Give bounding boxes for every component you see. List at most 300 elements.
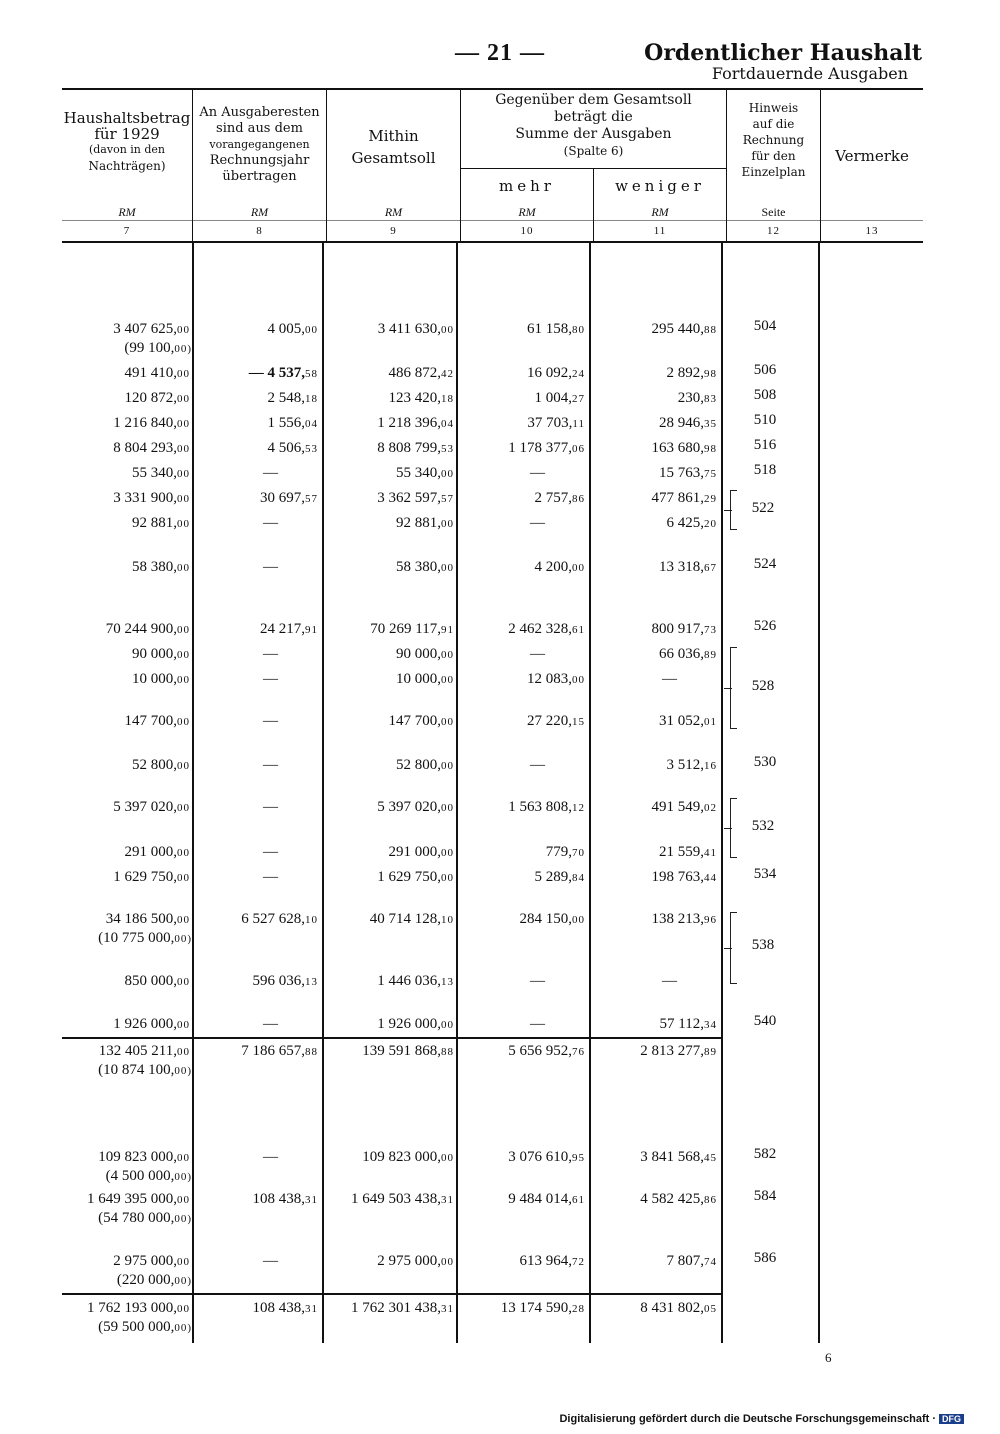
cell-decimal: 02 (704, 802, 717, 814)
cell-value: 58 380, (132, 559, 177, 575)
cell-c8 (241, 910, 318, 929)
cell-decimal: 00 (177, 518, 190, 530)
cell-value: (10 775 000, (98, 930, 175, 946)
cell-c9 (377, 868, 454, 887)
cell-value: 2 975 000, (377, 1253, 441, 1269)
page-ref: 530 (753, 754, 777, 770)
cell-decimal: 00 (177, 393, 190, 405)
cell-value: 6 425, (666, 515, 704, 531)
cell-value: 4 200, (534, 559, 572, 575)
cell-decimal: 00 (572, 914, 585, 926)
cell-c10 (520, 910, 586, 929)
cell-value: 10 000, (132, 671, 177, 687)
cell-value: 27 220, (527, 713, 572, 729)
cell-decimal: 00 (177, 716, 190, 728)
cell-c8 (260, 489, 318, 508)
col8-line2: sind aus dem (216, 121, 303, 136)
cell-c10 (501, 1299, 585, 1318)
cell-value: 70 244 900, (105, 621, 177, 637)
cell-decimal: 00 (572, 674, 585, 686)
cell-decimal: 00 (177, 1303, 190, 1315)
cell-c7 (87, 1190, 190, 1209)
cell-c8 (263, 756, 278, 774)
cell-decimal: 31 (441, 1194, 454, 1206)
cell-decimal: 00 (177, 802, 190, 814)
cell-decimal: 42 (441, 368, 454, 380)
cell-value: 55 340, (396, 465, 441, 481)
subtotal-rule (62, 1037, 722, 1039)
cell-c9 (377, 798, 454, 817)
cell-decimal: 88 (305, 1046, 318, 1058)
cell-value: 120 872, (124, 390, 177, 406)
cell-c11 (640, 1190, 717, 1209)
cell-value: 1 216 840, (113, 415, 177, 431)
cell-value: 24 217, (260, 621, 305, 637)
cell-value: 850 000, (124, 973, 177, 989)
cell-c7 (113, 439, 190, 458)
cell-value: 92 881, (396, 515, 441, 531)
cell-c11 (667, 514, 718, 533)
vrule (818, 243, 820, 1343)
cell-value: 147 700, (388, 713, 441, 729)
cell-decimal: 00 (177, 1019, 190, 1031)
cell-value: 109 823 000, (98, 1149, 177, 1165)
cell-decimal: 75 (704, 468, 717, 480)
cell-value: 108 438, (252, 1300, 305, 1316)
page-ref-532: 532 (751, 818, 775, 834)
cell-c10 (530, 514, 545, 532)
cell-decimal: 00) (174, 1322, 192, 1334)
col11-num: 11 (653, 225, 667, 237)
cell-value: 3 512, (666, 757, 704, 773)
page-number: — 21 — (455, 40, 545, 66)
cell-value: — 4 537, (248, 365, 305, 381)
group-line2: beträgt die (554, 109, 633, 125)
cell-value: 491 549, (651, 799, 704, 815)
cell-value: (4 500 000, (105, 1168, 175, 1184)
cell-value: — (263, 646, 278, 662)
cell-value: 1 926 000, (377, 1016, 441, 1032)
cell-value: 5 397 020, (113, 799, 177, 815)
col10-unit: RM (518, 205, 536, 219)
col7-line1: Haushaltsbetrag (63, 109, 191, 127)
cell-c9 (396, 558, 454, 577)
cell-c8 (263, 558, 278, 576)
col8-unit: RM (250, 205, 269, 219)
cell-c7 (99, 1042, 190, 1061)
cell-value: 1 218 396, (377, 415, 441, 431)
cell-value: 779, (545, 844, 572, 860)
cell-value: 230, (677, 390, 704, 406)
cell-decimal: 10 (305, 914, 318, 926)
cell-c10 (530, 756, 545, 774)
cell-c8 (263, 868, 278, 886)
cell-value: 613 964, (519, 1253, 572, 1269)
col10-header: mehr (499, 177, 555, 195)
cell-c10 (508, 1148, 585, 1167)
cell-decimal: 67 (704, 562, 717, 574)
cell-c10 (530, 972, 545, 990)
cell-c7 (125, 389, 191, 408)
cell-value: 13 318, (659, 559, 704, 575)
page-ref: 582 (753, 1146, 777, 1162)
cell-value: — (662, 973, 677, 989)
cell-c11 (659, 464, 717, 483)
cell-c9 (396, 464, 454, 483)
cell-c7 (113, 489, 190, 508)
cell-decimal: 00 (177, 976, 190, 988)
col9-unit: RM (384, 205, 403, 219)
cell-decimal: 35 (704, 418, 717, 430)
page-ref: 524 (753, 556, 777, 572)
cell-value: 4 582 425, (640, 1191, 704, 1207)
cell-decimal: 00) (174, 1275, 192, 1287)
cell-c11 (662, 972, 677, 990)
cell-c9 (377, 972, 454, 991)
cell-decimal: 00 (441, 872, 454, 884)
cell-decimal: 00 (177, 760, 190, 772)
cell-value: 9 484 014, (508, 1191, 572, 1207)
cell-decimal: 86 (704, 1194, 717, 1206)
vrule (456, 243, 458, 1343)
cell-decimal: 89 (704, 1046, 717, 1058)
cell-value: 6 527 628, (241, 911, 305, 927)
cell-decimal: 27 (572, 393, 585, 405)
cell-value: 3 841 568, (640, 1149, 704, 1165)
cell-c8 (268, 414, 319, 433)
col13-header: Vermerke (835, 147, 909, 165)
cell-decimal: 88 (704, 324, 717, 336)
cell-value: 70 269 117, (370, 621, 441, 637)
cell-value: 3 076 610, (508, 1149, 572, 1165)
cell-c11 (659, 558, 717, 577)
cell-value: 291 000, (388, 844, 441, 860)
cell-decimal: 53 (305, 443, 318, 455)
col10-num: 10 (520, 225, 534, 237)
page-ref: 526 (753, 618, 777, 634)
page-ref: 584 (753, 1188, 777, 1204)
cell-c9 (377, 414, 454, 433)
cell-value: — (263, 844, 278, 860)
cell-decimal: 00 (441, 562, 454, 574)
cell-decimal: 10 (441, 914, 454, 926)
cell-value: 1 629 750, (113, 869, 177, 885)
cell-value: 284 150, (519, 911, 572, 927)
cell-c9 (396, 756, 454, 775)
cell-value: 3 362 597, (377, 490, 441, 506)
cell-value: — (530, 465, 545, 481)
cell-decimal: 91 (305, 624, 318, 636)
cell-decimal: 29 (704, 493, 717, 505)
cell-c7-nachtrag (98, 1209, 192, 1228)
cell-decimal: 00 (177, 368, 190, 380)
cell-c9 (378, 320, 454, 339)
col7-unit: RM (118, 205, 136, 219)
cell-value: 37 703, (527, 415, 573, 431)
cell-c11 (667, 1252, 718, 1271)
col12-line3: Rechnung (742, 133, 805, 147)
cell-value: 61 158, (527, 321, 572, 337)
cell-decimal: 34 (704, 1019, 717, 1031)
cell-c9 (351, 1190, 454, 1209)
cell-decimal: 16 (704, 760, 717, 772)
cell-c9 (389, 364, 455, 383)
col11-header: weniger (615, 177, 705, 195)
cell-c7 (87, 1299, 190, 1318)
page-ref: 508 (753, 387, 777, 403)
cell-decimal: 61 (572, 1194, 585, 1206)
cell-value: 57 112, (659, 1016, 704, 1032)
cell-c7 (125, 712, 191, 731)
cell-decimal: 00 (177, 493, 190, 505)
cell-decimal: 76 (572, 1046, 585, 1058)
cell-value: 58 380, (396, 559, 441, 575)
cell-decimal: 31 (305, 1194, 318, 1206)
cell-value: 1 556, (267, 415, 305, 431)
cell-value: (99 100, (124, 340, 175, 356)
cell-value: (10 874 100, (98, 1062, 175, 1078)
cell-decimal: 00 (177, 443, 190, 455)
vrule (820, 89, 821, 241)
cell-decimal: 00) (174, 1171, 192, 1183)
cell-c7-nachtrag (106, 1167, 192, 1186)
dfg-logo: DFG (939, 1414, 964, 1424)
col12-line2: auf die (752, 117, 795, 131)
cell-value: 109 823 000, (362, 1149, 441, 1165)
cell-c8 (253, 972, 319, 991)
cell-value: 596 036, (252, 973, 305, 989)
cell-c10 (508, 620, 585, 639)
cell-value: 138 213, (651, 911, 704, 927)
page-ref: 534 (753, 866, 777, 882)
cell-decimal: 00 (441, 674, 454, 686)
cell-c8 (253, 1190, 319, 1209)
cell-value: 40 714 128, (369, 911, 441, 927)
cell-value: — (263, 757, 278, 773)
group-header (461, 92, 726, 160)
cell-value: 3 411 630, (377, 321, 441, 337)
vrule (589, 243, 591, 1343)
cell-c7-nachtrag (117, 1271, 192, 1290)
cell-c8 (263, 1148, 278, 1166)
cell-decimal: 31 (305, 1303, 318, 1315)
col12-line5: Einzelplan (741, 165, 806, 179)
cell-value: — (530, 515, 545, 531)
vrule (322, 243, 324, 1343)
cell-c10 (527, 670, 585, 689)
cell-value: 31 052, (659, 713, 704, 729)
cell-value: 2 548, (267, 390, 305, 406)
cell-decimal: 00) (174, 933, 192, 945)
cell-value: — (263, 713, 278, 729)
cell-c9 (362, 1148, 454, 1167)
cell-decimal: 00 (305, 324, 318, 336)
cell-decimal: 72 (572, 1256, 585, 1268)
col9-line2: Gesamtsoll (351, 149, 436, 167)
cell-c7 (125, 972, 191, 991)
cell-value: 90 000, (132, 646, 177, 662)
cell-c8 (268, 439, 319, 458)
cell-decimal: 24 (572, 368, 585, 380)
cell-c7 (113, 798, 190, 817)
section-subtitle: Fortdauernde Ausgaben (711, 64, 908, 83)
cell-decimal: 00 (177, 1194, 190, 1206)
cell-decimal: 05 (704, 1303, 717, 1315)
cell-value: 10 000, (396, 671, 441, 687)
cell-value: 1 004, (534, 390, 572, 406)
cell-c9 (370, 620, 454, 639)
cell-c11 (659, 414, 717, 433)
cell-c11 (652, 868, 718, 887)
cell-value: 8 431 802, (640, 1300, 704, 1316)
cell-value: 5 656 952, (508, 1043, 572, 1059)
cell-c8 (263, 514, 278, 532)
cell-value: — (263, 1253, 278, 1269)
cell-value: 491 410, (124, 365, 177, 381)
page-ref-528: 528 (751, 678, 775, 694)
cell-value: 3 331 900, (113, 490, 177, 506)
page-ref: 504 (753, 318, 777, 334)
cell-decimal: 00 (572, 562, 585, 574)
cell-value: 15 763, (659, 465, 704, 481)
cell-value: 34 186 500, (105, 911, 177, 927)
cell-decimal: 18 (305, 393, 318, 405)
cell-c7 (132, 670, 190, 689)
cell-decimal: 00 (177, 418, 190, 430)
col8-line3: vorangegangenen (209, 138, 310, 151)
cell-value: 66 036, (659, 646, 704, 662)
cell-value: 139 591 868, (362, 1043, 441, 1059)
cell-c10 (527, 320, 585, 339)
cell-value: 16 092, (527, 365, 572, 381)
cell-value: 295 440, (651, 321, 704, 337)
cell-value: 13 174 590, (500, 1300, 572, 1316)
cell-value: 8 804 293, (113, 440, 177, 456)
cell-c7-nachtrag (98, 1318, 192, 1337)
cell-c9 (377, 1015, 454, 1034)
group-line1: Gegenüber dem Gesamtsoll (495, 92, 692, 108)
cell-c10 (508, 1190, 585, 1209)
cell-decimal: 31 (441, 1303, 454, 1315)
cell-decimal: 00) (174, 343, 192, 355)
cell-decimal: 13 (305, 976, 318, 988)
vrule (721, 243, 723, 1343)
cell-c9 (396, 645, 454, 664)
cell-decimal: 20 (704, 518, 717, 530)
cell-c10 (546, 843, 585, 862)
cell-decimal: 04 (305, 418, 318, 430)
cell-c11 (652, 320, 718, 339)
cell-c7 (132, 464, 190, 483)
cell-c11 (640, 1042, 717, 1061)
cell-c8 (268, 389, 319, 408)
col12-line1: Hinweis (748, 101, 799, 115)
cell-c11 (652, 439, 718, 458)
cell-value: 8 808 799, (377, 440, 441, 456)
col12-unit: Seite (761, 205, 786, 219)
page-ref: 586 (753, 1250, 777, 1266)
page-ref-522: 522 (751, 500, 775, 516)
cell-value: — (263, 559, 278, 575)
cell-c11 (667, 364, 718, 383)
group-line4: (Spalte 6) (563, 144, 624, 158)
cell-decimal: 57 (441, 493, 454, 505)
cell-c8 (263, 1015, 278, 1033)
cell-value: 1 563 808, (508, 799, 572, 815)
cell-value: 21 559, (659, 844, 704, 860)
cell-c9 (377, 1252, 454, 1271)
cell-c9 (396, 670, 454, 689)
cell-decimal: 00 (177, 914, 190, 926)
group-line3: Summe der Ausgaben (515, 126, 672, 142)
cell-decimal: 83 (704, 393, 717, 405)
cell-decimal: 58 (305, 368, 318, 380)
cell-decimal: 12 (572, 802, 585, 814)
cell-c10 (530, 464, 545, 482)
cell-decimal: 74 (704, 1256, 717, 1268)
col13-num: 13 (865, 225, 879, 237)
cell-c10 (535, 558, 586, 577)
cell-c9 (396, 514, 454, 533)
cell-c7 (132, 756, 190, 775)
cell-decimal: 57 (305, 493, 318, 505)
cell-value: 1 926 000, (113, 1016, 177, 1032)
cell-decimal: 11 (572, 418, 585, 430)
cell-value: — (263, 515, 278, 531)
cell-value: 55 340, (132, 465, 177, 481)
cell-decimal: 00 (441, 1152, 454, 1164)
cell-c10 (508, 1042, 585, 1061)
cell-c9 (389, 843, 455, 862)
cell-c8 (263, 670, 278, 688)
cell-value: 3 407 625, (113, 321, 177, 337)
cell-value: 52 800, (132, 757, 177, 773)
cell-c11 (678, 389, 717, 408)
col7-line3: (davon in den (88, 143, 166, 156)
cell-decimal: 91 (441, 624, 454, 636)
cell-c10 (527, 414, 585, 433)
cell-c10 (527, 364, 585, 383)
cell-c11 (640, 1148, 717, 1167)
cell-decimal: 00 (441, 1019, 454, 1031)
section-title: Ordentlicher Haushalt (644, 40, 922, 66)
cell-decimal: 00 (177, 674, 190, 686)
cell-c7 (132, 645, 190, 664)
cell-decimal: 73 (704, 624, 717, 636)
cell-c11 (660, 1015, 717, 1034)
cell-decimal: 41 (704, 847, 717, 859)
cell-decimal: 96 (704, 914, 717, 926)
page-ref: 516 (753, 437, 777, 453)
cell-c9 (351, 1299, 454, 1318)
cell-c7 (113, 1015, 190, 1034)
cell-c7 (98, 1148, 190, 1167)
cell-value: (59 500 000, (98, 1319, 175, 1335)
cell-value: 4 005, (267, 321, 305, 337)
cell-c8 (249, 364, 318, 383)
cell-decimal: 00 (177, 562, 190, 574)
cell-decimal: 88 (441, 1046, 454, 1058)
col8-header (193, 105, 326, 185)
page-ref: 540 (753, 1013, 777, 1029)
cell-value: 1 649 503 438, (351, 1191, 441, 1207)
cell-decimal: 44 (704, 872, 717, 884)
cell-decimal: 00) (174, 1065, 192, 1077)
col7-header (62, 110, 192, 174)
cell-c10 (535, 489, 586, 508)
col7-line4: Nachträgen) (88, 159, 166, 173)
cell-c7-nachtrag (98, 929, 192, 948)
